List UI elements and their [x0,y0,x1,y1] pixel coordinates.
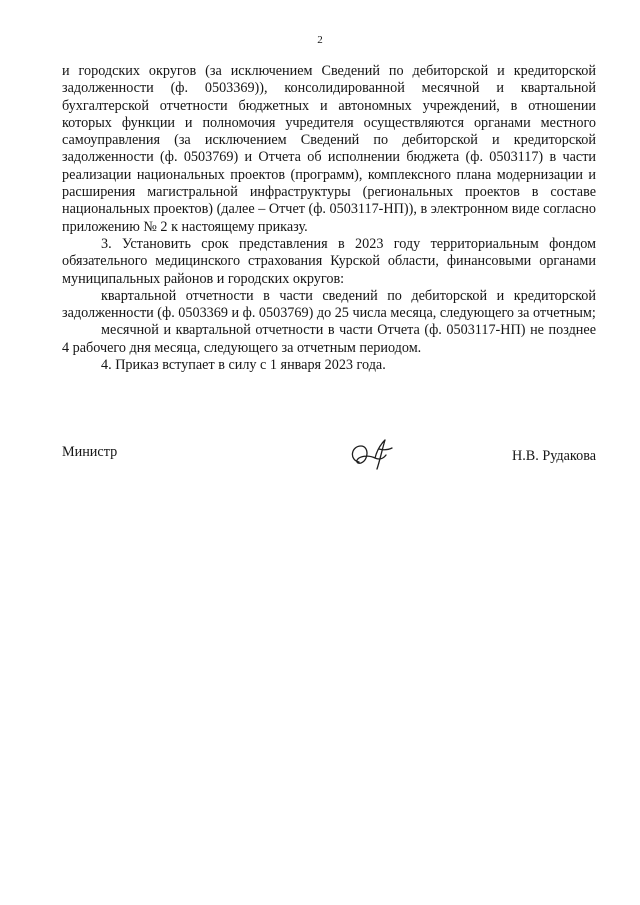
paragraph-item-3-monthly: месячной и квартальной отчетности в части Отчета (ф. 0503117-НП) не позднее 4 рабочего дня месяца, следующего за отчетным периодом. [62,322,596,356]
signer-name: Н.В. Рудакова [511,448,596,464]
handwritten-signature-icon [347,436,397,472]
document-body [62,63,596,374]
paragraph-continuation: и городских округов (за исключением Сведений по дебиторской и кредиторской задолженности (ф. 0503369)), консолидированной месячной и квартальной бухгалтерской отчетности бюджетных и автономных учреждений, в отношении которых функции и полномочия учредителя осуществляются органами местного самоуправления (за исключением Сведений по дебиторской и кредиторской задолженности (ф. 0503769) и Отчета об исполнении бюджета (ф. 0503117) в части реализации национальных проектов (программ), комплексного плана модернизации и расширения магистральной инфраструктуры (региональных проектов в составе национальных проектов) (далее – Отчет (ф. 0503117-НП)), в электронном виде согласно приложению № 2 к настоящему приказу. [62,63,596,235]
paragraph-item-3-quarterly: квартальной отчетности в части сведений по дебиторской и кредиторской задолженности (ф. 0503369 и ф. 0503769) до 25 числа месяца, следующего за отчетным; [62,287,596,322]
paragraph-item-3: 3. Установить срок представления в 2023 году территориальным фондом обязательного медицинского страхования Курской области, финансовыми органами муниципальных районов и городских округов: [62,235,596,287]
paragraph-item-4: 4. Приказ вступает в силу с 1 января 2023 года. [101,357,386,374]
page-number: 2 [317,34,323,46]
signature-block [62,436,596,476]
signer-position: Министр [62,444,118,460]
